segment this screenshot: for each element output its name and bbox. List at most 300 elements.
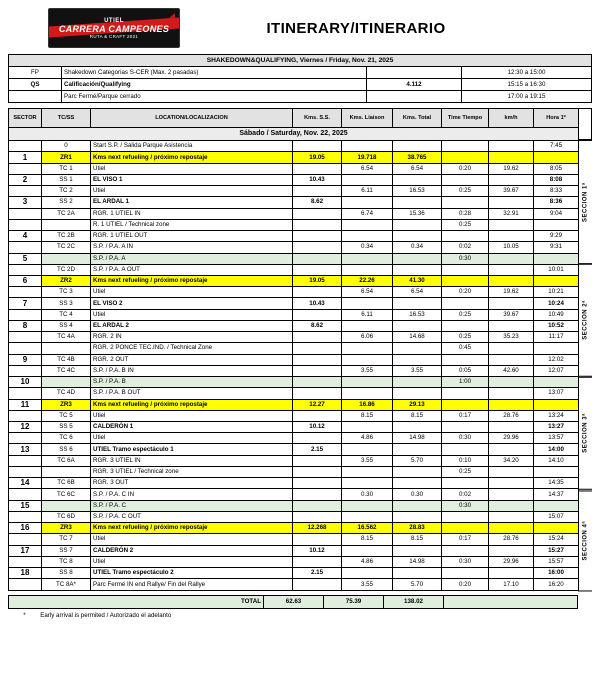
kmh-cell: 17.10 — [489, 579, 534, 591]
tc-ss-cell — [42, 219, 91, 230]
kmh-cell — [489, 444, 534, 455]
table-row — [9, 174, 579, 185]
shakedown-value — [367, 67, 462, 79]
hora-cell: 14:00 — [534, 444, 579, 455]
kms-total-cell: 8.15 — [393, 410, 442, 421]
kms-liaison-cell: 19.718 — [342, 152, 393, 163]
location-cell: Parc Fermé IN end Rallye/ Fin del Rallye — [91, 579, 293, 591]
shakedown-time: 15:15 a 16:30 — [462, 79, 592, 91]
kms-ss-cell: 10.43 — [293, 174, 342, 185]
kms-liaison-cell — [342, 466, 393, 477]
table-row — [9, 545, 579, 556]
kms-liaison-cell — [342, 320, 393, 331]
kms-ss-cell — [293, 264, 342, 275]
tc-ss-cell: TC 2C — [42, 242, 91, 253]
kms-liaison-cell: 6.74 — [342, 208, 393, 219]
location-cell: Utiel — [91, 556, 293, 567]
sector-cell — [9, 433, 42, 444]
column-header: km/h — [489, 109, 534, 128]
kms-ss-cell — [293, 287, 342, 298]
kms-total-cell: 14.68 — [393, 332, 442, 343]
table-row — [9, 399, 579, 410]
hora-cell: 14:37 — [534, 489, 579, 500]
column-header: Kms. S.S. — [293, 109, 342, 128]
kms-total-cell — [393, 253, 442, 264]
kms-total-cell — [393, 444, 442, 455]
kmh-cell — [489, 253, 534, 264]
tc-ss-cell: TC 6B — [42, 478, 91, 489]
sector-cell: 5 — [9, 253, 42, 264]
sector-cell — [9, 556, 42, 567]
kmh-cell — [489, 152, 534, 163]
table-row — [9, 231, 579, 242]
kms-total-cell: 15.36 — [393, 208, 442, 219]
table-row — [9, 354, 579, 365]
kms-ss-cell — [293, 253, 342, 264]
table-row — [9, 197, 579, 208]
location-cell: S.P. / P.A. A — [91, 253, 293, 264]
table-row — [9, 579, 579, 591]
table-row — [9, 141, 579, 152]
tc-ss-cell: TC 2D — [42, 264, 91, 275]
itinerary-body — [9, 109, 579, 591]
location-cell: Utiel — [91, 534, 293, 545]
kms-ss-cell: 12.27 — [293, 399, 342, 410]
kms-ss-cell — [293, 478, 342, 489]
time-cell: 0:02 — [442, 242, 489, 253]
kms-ss-cell — [293, 365, 342, 376]
sector-cell — [9, 242, 42, 253]
kms-ss-cell — [293, 556, 342, 567]
kms-ss-cell — [293, 219, 342, 230]
table-row — [9, 186, 579, 197]
hora-cell: 7:45 — [534, 141, 579, 152]
shakedown-desc: Calificación/Qualifying — [62, 79, 367, 91]
hora-cell: 8:36 — [534, 197, 579, 208]
sector-cell — [9, 466, 42, 477]
location-cell: Kms next refueling / próximo repostaje — [91, 399, 293, 410]
location-cell: S.P. / P.A. C OUT — [91, 511, 293, 522]
kms-ss-cell — [293, 534, 342, 545]
itinerary-table — [8, 108, 579, 591]
sector-cell: 9 — [9, 354, 42, 365]
sector-cell: 8 — [9, 320, 42, 331]
table-row — [9, 422, 579, 433]
sector-cell: 12 — [9, 422, 42, 433]
time-cell — [442, 152, 489, 163]
kms-total-cell — [393, 568, 442, 579]
kms-liaison-cell — [342, 511, 393, 522]
time-cell: 0:20 — [442, 579, 489, 591]
time-cell — [442, 478, 489, 489]
hora-cell: 15:57 — [534, 556, 579, 567]
kms-ss-cell — [293, 433, 342, 444]
hora-cell: 14:35 — [534, 478, 579, 489]
kmh-cell — [489, 275, 534, 286]
table-row — [9, 287, 579, 298]
location-cell: S.P. / P.A. B OUT — [91, 388, 293, 399]
kms-total-cell — [393, 219, 442, 230]
tc-ss-cell — [42, 377, 91, 388]
table-row — [9, 309, 579, 320]
kms-total-cell — [393, 388, 442, 399]
tc-ss-cell: ZR1 — [42, 152, 91, 163]
tc-ss-cell: TC 8A* — [42, 579, 91, 591]
kms-liaison-cell — [342, 141, 393, 152]
column-header: Time Tiempo — [442, 109, 489, 128]
location-cell: Start S.P. / Salida Parque Asistencia — [91, 141, 293, 152]
location-cell: Utiel — [91, 186, 293, 197]
kms-liaison-cell — [342, 298, 393, 309]
kms-total-cell: 28.83 — [393, 523, 442, 534]
table-row — [9, 377, 579, 388]
table-row — [9, 208, 579, 219]
hora-cell: 10:52 — [534, 320, 579, 331]
section-label: SECCION 1ª — [578, 140, 592, 264]
sector-cell — [9, 579, 42, 591]
kmh-cell: 35.23 — [489, 332, 534, 343]
table-row — [9, 511, 579, 522]
kms-ss-cell: 12.268 — [293, 523, 342, 534]
column-header: SECTOR — [9, 109, 42, 128]
itinerary-section — [8, 108, 592, 591]
sector-cell: 3 — [9, 197, 42, 208]
kms-ss-cell — [293, 242, 342, 253]
table-row — [9, 556, 579, 567]
column-header: TC/SS — [42, 109, 91, 128]
sector-cell — [9, 219, 42, 230]
table-row — [9, 219, 579, 230]
time-cell — [442, 320, 489, 331]
section-label: SECCION 2ª — [578, 264, 592, 377]
kms-total-cell — [393, 545, 442, 556]
table-row — [9, 275, 579, 286]
sector-cell — [9, 141, 42, 152]
sector-cell — [9, 163, 42, 174]
tc-ss-cell — [42, 253, 91, 264]
table-row — [9, 332, 579, 343]
sector-cell: 7 — [9, 298, 42, 309]
shakedown-table — [8, 54, 592, 103]
kms-ss-cell — [293, 354, 342, 365]
tc-ss-cell: TC 6C — [42, 489, 91, 500]
kms-ss-cell — [293, 309, 342, 320]
kmh-cell — [489, 388, 534, 399]
time-cell — [442, 298, 489, 309]
hora-cell: 9:31 — [534, 242, 579, 253]
table-row — [9, 433, 579, 444]
tc-ss-cell: TC 6D — [42, 511, 91, 522]
kms-ss-cell — [293, 141, 342, 152]
hora-cell — [534, 523, 579, 534]
tc-ss-cell: TC 4D — [42, 388, 91, 399]
tc-ss-cell: SS 6 — [42, 444, 91, 455]
kmh-cell: 39.67 — [489, 186, 534, 197]
tc-ss-cell: ZR3 — [42, 523, 91, 534]
kms-total-cell: 6.54 — [393, 287, 442, 298]
hora-cell — [534, 466, 579, 477]
sector-cell: 16 — [9, 523, 42, 534]
kmh-cell: 19.62 — [489, 163, 534, 174]
tc-ss-cell: SS 3 — [42, 298, 91, 309]
kms-liaison-cell: 4.86 — [342, 556, 393, 567]
table-row — [9, 534, 579, 545]
total-total: 138.02 — [384, 595, 444, 608]
location-cell: UTIEL Tramo espectáculo 2 — [91, 568, 293, 579]
kmh-cell — [489, 197, 534, 208]
kms-liaison-cell: 6.11 — [342, 309, 393, 320]
hora-cell: 15:27 — [534, 545, 579, 556]
hora-cell: 10:01 — [534, 264, 579, 275]
kmh-cell — [489, 545, 534, 556]
kms-total-cell — [393, 500, 442, 511]
kms-total-cell: 5.70 — [393, 579, 442, 591]
table-row — [9, 478, 579, 489]
kms-liaison-cell — [342, 500, 393, 511]
tc-ss-cell: TC 6A — [42, 455, 91, 466]
logo-line-2: CARRERA CAMPEONES — [58, 23, 170, 34]
time-cell — [442, 422, 489, 433]
location-cell: S.P. / P.A. A OUT — [91, 264, 293, 275]
page-title: ITINERARY/ITINERARIO — [266, 19, 446, 37]
table-row — [9, 365, 579, 376]
kms-liaison-cell — [342, 354, 393, 365]
column-header: Kms. Total — [393, 109, 442, 128]
kms-total-cell: 0.34 — [393, 242, 442, 253]
kms-liaison-cell: 3.55 — [342, 455, 393, 466]
hora-cell: 10:24 — [534, 298, 579, 309]
kms-ss-cell: 10.43 — [293, 298, 342, 309]
kms-ss-cell: 2.15 — [293, 568, 342, 579]
kms-liaison-cell: 0.34 — [342, 242, 393, 253]
location-cell: RGR. 2 OUT — [91, 354, 293, 365]
page-header — [8, 6, 592, 50]
kms-ss-cell — [293, 377, 342, 388]
kmh-cell — [489, 568, 534, 579]
kms-liaison-cell — [342, 478, 393, 489]
kmh-cell — [489, 264, 534, 275]
total-pad — [444, 595, 578, 608]
tc-ss-cell: TC 4 — [42, 309, 91, 320]
location-cell: RGR. 2 PONCE TEC.IND. / Technical Zone — [91, 343, 293, 354]
kms-ss-cell — [293, 500, 342, 511]
time-cell — [442, 545, 489, 556]
kms-total-cell — [393, 343, 442, 354]
tc-ss-cell: TC 4B — [42, 354, 91, 365]
sector-cell: 10 — [9, 377, 42, 388]
kms-total-cell — [393, 141, 442, 152]
kmh-cell — [489, 466, 534, 477]
hora-cell — [534, 500, 579, 511]
time-cell — [442, 511, 489, 522]
sector-cell — [9, 365, 42, 376]
event-logo — [48, 8, 180, 48]
table-row — [9, 343, 579, 354]
location-cell: RGR. 1 UTIEL OUT — [91, 231, 293, 242]
kms-ss-cell — [293, 208, 342, 219]
table-row — [9, 523, 579, 534]
hora-cell: 16:20 — [534, 579, 579, 591]
time-cell — [442, 399, 489, 410]
kms-total-cell — [393, 354, 442, 365]
table-row — [9, 253, 579, 264]
kms-total-cell — [393, 478, 442, 489]
sector-cell: 18 — [9, 568, 42, 579]
kms-total-cell: 5.70 — [393, 455, 442, 466]
location-cell: EL VISO 1 — [91, 174, 293, 185]
sector-cell: 15 — [9, 500, 42, 511]
table-row — [9, 67, 592, 79]
logo-line-3: RUTA & CRAFT 2021 — [89, 33, 139, 39]
kms-liaison-cell — [342, 568, 393, 579]
time-cell: 0:25 — [442, 332, 489, 343]
kmh-cell: 19.62 — [489, 287, 534, 298]
hora-cell: 13:57 — [534, 433, 579, 444]
location-cell: EL ARDAL 1 — [91, 197, 293, 208]
hora-cell — [534, 377, 579, 388]
kmh-cell — [489, 500, 534, 511]
table-row — [9, 388, 579, 399]
hora-cell: 14:10 — [534, 455, 579, 466]
section-label: SECCION 3ª — [578, 377, 592, 490]
kms-liaison-cell: 3.55 — [342, 365, 393, 376]
kmh-cell: 29.96 — [489, 556, 534, 567]
shakedown-code: QS — [9, 79, 62, 91]
time-cell: 0:17 — [442, 534, 489, 545]
kmh-cell — [489, 478, 534, 489]
location-cell: S.P. / P.A. B IN — [91, 365, 293, 376]
kmh-cell — [489, 231, 534, 242]
time-cell: 0:30 — [442, 556, 489, 567]
hora-cell — [534, 399, 579, 410]
location-cell: RGR. 2 IN — [91, 332, 293, 343]
kmh-cell — [489, 489, 534, 500]
kmh-cell: 28.76 — [489, 534, 534, 545]
location-cell: Kms next refueling / próximo repostaje — [91, 523, 293, 534]
kms-ss-cell: 19.05 — [293, 275, 342, 286]
table-row — [9, 242, 579, 253]
table-row — [9, 264, 579, 275]
hora-cell: 11:17 — [534, 332, 579, 343]
itinerary-header-row — [9, 109, 579, 128]
sector-cell: 11 — [9, 399, 42, 410]
kms-liaison-cell — [342, 343, 393, 354]
location-cell: S.P. / P.A. C — [91, 500, 293, 511]
sector-cell — [9, 287, 42, 298]
hora-cell: 9:04 — [534, 208, 579, 219]
hora-cell — [534, 253, 579, 264]
sector-cell — [9, 186, 42, 197]
section-column-spacer — [578, 108, 592, 140]
table-row — [9, 91, 592, 103]
kms-liaison-cell — [342, 264, 393, 275]
shakedown-time: 12:30 a 15:00 — [462, 67, 592, 79]
table-row — [9, 466, 579, 477]
hora-cell — [534, 343, 579, 354]
kmh-cell: 42.60 — [489, 365, 534, 376]
location-cell: CALDERÓN 2 — [91, 545, 293, 556]
hora-cell: 16:00 — [534, 568, 579, 579]
footnote-mark: * — [23, 611, 26, 619]
table-row — [9, 152, 579, 163]
kmh-cell: 39.67 — [489, 309, 534, 320]
hora-cell: 13:07 — [534, 388, 579, 399]
hora-cell: 8:08 — [534, 174, 579, 185]
time-cell: 0:02 — [442, 489, 489, 500]
table-row — [9, 410, 579, 421]
tc-ss-cell — [42, 500, 91, 511]
date-band-row — [9, 128, 579, 141]
table-row — [9, 568, 579, 579]
date-band: Sábado / Saturday, Nov. 22, 2025 — [9, 128, 579, 141]
tc-ss-cell: TC 2A — [42, 208, 91, 219]
sector-cell — [9, 511, 42, 522]
location-cell: RGR. 3 UTIEL IN — [91, 455, 293, 466]
tc-ss-cell: SS 5 — [42, 422, 91, 433]
location-cell: RGR. 3 UTIEL / Technical zone — [91, 466, 293, 477]
sector-cell — [9, 309, 42, 320]
time-cell: 0:30 — [442, 500, 489, 511]
time-cell: 0:25 — [442, 466, 489, 477]
tc-ss-cell: TC 5 — [42, 410, 91, 421]
tc-ss-cell: ZR3 — [42, 399, 91, 410]
time-cell: 0:20 — [442, 287, 489, 298]
section-label: SECCION 4ª — [578, 490, 592, 591]
kms-ss-cell — [293, 343, 342, 354]
time-cell: 0:05 — [442, 365, 489, 376]
kms-total-cell: 29.13 — [393, 399, 442, 410]
kms-liaison-cell — [342, 444, 393, 455]
kms-total-cell: 14.98 — [393, 433, 442, 444]
hora-cell: 15:24 — [534, 534, 579, 545]
time-cell: 0:20 — [442, 163, 489, 174]
kmh-cell — [489, 141, 534, 152]
logo-line-1: UTIEL — [104, 17, 124, 24]
kms-ss-cell — [293, 163, 342, 174]
footnote-text: Early arrival is permited / Autorizado el adelanto — [40, 611, 172, 619]
sector-cell — [9, 332, 42, 343]
hora-cell: 12:02 — [534, 354, 579, 365]
kms-total-cell: 3.55 — [393, 365, 442, 376]
hora-cell: 15:07 — [534, 511, 579, 522]
kms-ss-cell — [293, 489, 342, 500]
kms-liaison-cell: 16.562 — [342, 523, 393, 534]
location-cell: S.P. / P.A. A IN — [91, 242, 293, 253]
kms-liaison-cell: 8.15 — [342, 410, 393, 421]
kms-ss-cell — [293, 186, 342, 197]
kms-liaison-cell: 6.06 — [342, 332, 393, 343]
sector-cell: 2 — [9, 174, 42, 185]
kms-total-cell — [393, 174, 442, 185]
tc-ss-cell: TC 2 — [42, 186, 91, 197]
kmh-cell — [489, 354, 534, 365]
hora-cell — [534, 219, 579, 230]
location-cell: S.P. / P.A. C IN — [91, 489, 293, 500]
sector-cell — [9, 534, 42, 545]
kms-liaison-cell: 0.30 — [342, 489, 393, 500]
location-cell: UTIEL Tramo espectáculo 1 — [91, 444, 293, 455]
kms-total-cell: 14.98 — [393, 556, 442, 567]
shakedown-value: 4.112 — [367, 79, 462, 91]
time-cell: 0:28 — [442, 208, 489, 219]
hora-cell: 8:05 — [534, 163, 579, 174]
column-header: Kms. Liaison — [342, 109, 393, 128]
total-table — [8, 595, 578, 621]
tc-ss-cell — [42, 466, 91, 477]
hora-cell — [534, 275, 579, 286]
column-header: LOCATION/LOCALIZACION — [91, 109, 293, 128]
sector-cell — [9, 410, 42, 421]
